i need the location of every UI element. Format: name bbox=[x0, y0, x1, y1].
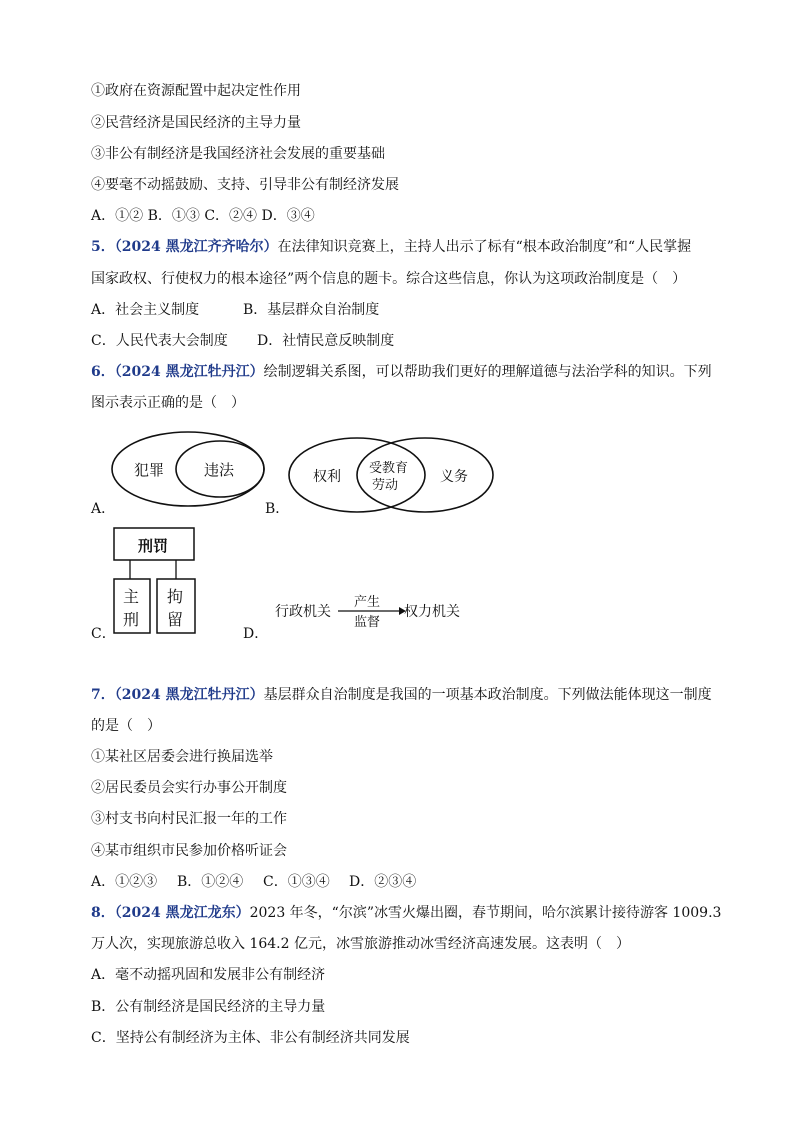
q5-stem-line2: 国家政权、行使权力的根本途径”两个信息的题卡。综合这些信息，你认为这项政治制度是（ ） bbox=[91, 271, 687, 287]
q6-number: 6． bbox=[91, 364, 115, 380]
diagram-c-top-label: 刑罚 bbox=[138, 537, 169, 555]
q8-stem-line2: 万人次，实现旅游总收入 164.2 亿元，冰雪旅游推动冰雪经济高速发展。这表明（ ） bbox=[91, 936, 630, 952]
q6-label-a: A． bbox=[91, 501, 116, 517]
q7-option-d: D．②③④ bbox=[349, 874, 417, 890]
q8-option-a: A．毫不动摇巩固和发展非公有制经济 bbox=[91, 967, 326, 983]
q6-source: （2024 黑龙江牡丹江） bbox=[114, 364, 264, 380]
diagram-c-left-label-2: 刑 bbox=[123, 610, 140, 629]
diagram-d bbox=[275, 590, 475, 630]
diagram-d-from-label: 行政机关 bbox=[275, 604, 331, 620]
q5-stem-text1: 在法律知识竞赛上，主持人出示了标有“根本政治制度”和“人民掌握 bbox=[277, 239, 692, 255]
q5-number: 5． bbox=[91, 239, 115, 255]
q5-options-row1 bbox=[91, 301, 379, 319]
q4-option-a: A．①② bbox=[91, 208, 144, 224]
diagram-c bbox=[110, 527, 200, 637]
q5-option-c: C．人民代表大会制度 bbox=[91, 333, 228, 349]
q4-statement-3: ③非公有制经济是我国经济社会发展的重要基础 bbox=[91, 146, 385, 162]
q8-number: 8． bbox=[91, 905, 115, 921]
q7-option-b: B．①②④ bbox=[177, 874, 244, 890]
q4-option-c: C．②④ bbox=[204, 208, 258, 224]
q7-statement-4: ④某市组织市民参加价格听证会 bbox=[91, 843, 287, 859]
q5-option-d: D．社情民意反映制度 bbox=[257, 333, 395, 349]
q7-statement-2: ②居民委员会实行办事公开制度 bbox=[91, 780, 287, 796]
q7-option-a: A．①②③ bbox=[91, 874, 158, 890]
q4-options bbox=[91, 207, 315, 225]
diagram-b-center-label-2: 劳动 bbox=[372, 478, 399, 493]
q6-stem-line1 bbox=[91, 363, 712, 381]
q4-option-b: B．①③ bbox=[147, 208, 200, 224]
q6-stem-line2: 图示表示正确的是（ ） bbox=[91, 395, 245, 411]
q7-stem-line1 bbox=[91, 686, 712, 704]
diagram-d-to-label: 权力机关 bbox=[404, 604, 460, 620]
q4-statement-4: ④要毫不动摇鼓励、支持、引导非公有制经济发展 bbox=[91, 177, 399, 193]
q7-stem-line2: 的是（ ） bbox=[91, 718, 161, 734]
q8-stem-line1 bbox=[91, 904, 721, 922]
q7-statement-1: ①某社区居委会进行换届选举 bbox=[91, 749, 273, 765]
q6-label-d: D． bbox=[243, 626, 269, 642]
q8-option-b: B．公有制经济是国民经济的主导力量 bbox=[91, 999, 326, 1015]
q5-source: （2024 黑龙江齐齐哈尔） bbox=[114, 239, 278, 255]
diagram-d-below-label: 监督 bbox=[354, 615, 381, 630]
q8-stem-text1: 2023 年冬，“尔滨”冰雪火爆出圈，春节期间，哈尔滨累计接待游客 1009.3 bbox=[249, 905, 722, 921]
q6-label-b: B． bbox=[265, 501, 290, 517]
q4-option-d: D．③④ bbox=[261, 208, 315, 224]
diagram-a-outer-label: 犯罪 bbox=[134, 461, 165, 479]
diagram-a-inner-label: 违法 bbox=[204, 461, 235, 479]
q7-number: 7． bbox=[91, 687, 115, 703]
diagram-a bbox=[110, 430, 270, 510]
q6-label-c: C． bbox=[91, 626, 116, 642]
q7-stem-text1: 基层群众自治制度是我国的一项基本政治制度。下列做法能体现这一制度 bbox=[263, 687, 712, 703]
q5-options-row2 bbox=[91, 332, 394, 350]
q5-option-b: B．基层群众自治制度 bbox=[243, 302, 380, 318]
q4-statement-1: ①政府在资源配置中起决定性作用 bbox=[91, 83, 301, 99]
diagram-c-right-label-1: 拘 bbox=[167, 587, 184, 606]
q7-source: （2024 黑龙江牡丹江） bbox=[114, 687, 264, 703]
diagram-d-above-label: 产生 bbox=[354, 595, 381, 610]
q8-option-c: C．坚持公有制经济为主体、非公有制经济共同发展 bbox=[91, 1030, 410, 1046]
diagram-c-left-label-1: 主 bbox=[123, 587, 140, 606]
diagram-c-right-label-2: 留 bbox=[167, 610, 184, 629]
diagram-b bbox=[285, 435, 500, 520]
q7-statement-3: ③村支书向村民汇报一年的工作 bbox=[91, 811, 287, 827]
q4-statement-2: ②民营经济是国民经济的主导力量 bbox=[91, 115, 301, 131]
q5-option-a: A．社会主义制度 bbox=[91, 302, 200, 318]
q6-stem-text1: 绘制逻辑关系图，可以帮助我们更好的理解道德与法治学科的知识。下列 bbox=[263, 364, 712, 380]
q5-stem-line1 bbox=[91, 238, 691, 256]
diagram-b-center-label-1: 受教育 bbox=[369, 461, 409, 476]
q8-source: （2024 黑龙江龙东） bbox=[114, 905, 250, 921]
q7-option-c: C．①③④ bbox=[263, 874, 330, 890]
diagram-b-right-label: 义务 bbox=[440, 469, 468, 485]
q7-options bbox=[91, 873, 416, 891]
diagram-b-left-label: 权利 bbox=[313, 469, 341, 485]
